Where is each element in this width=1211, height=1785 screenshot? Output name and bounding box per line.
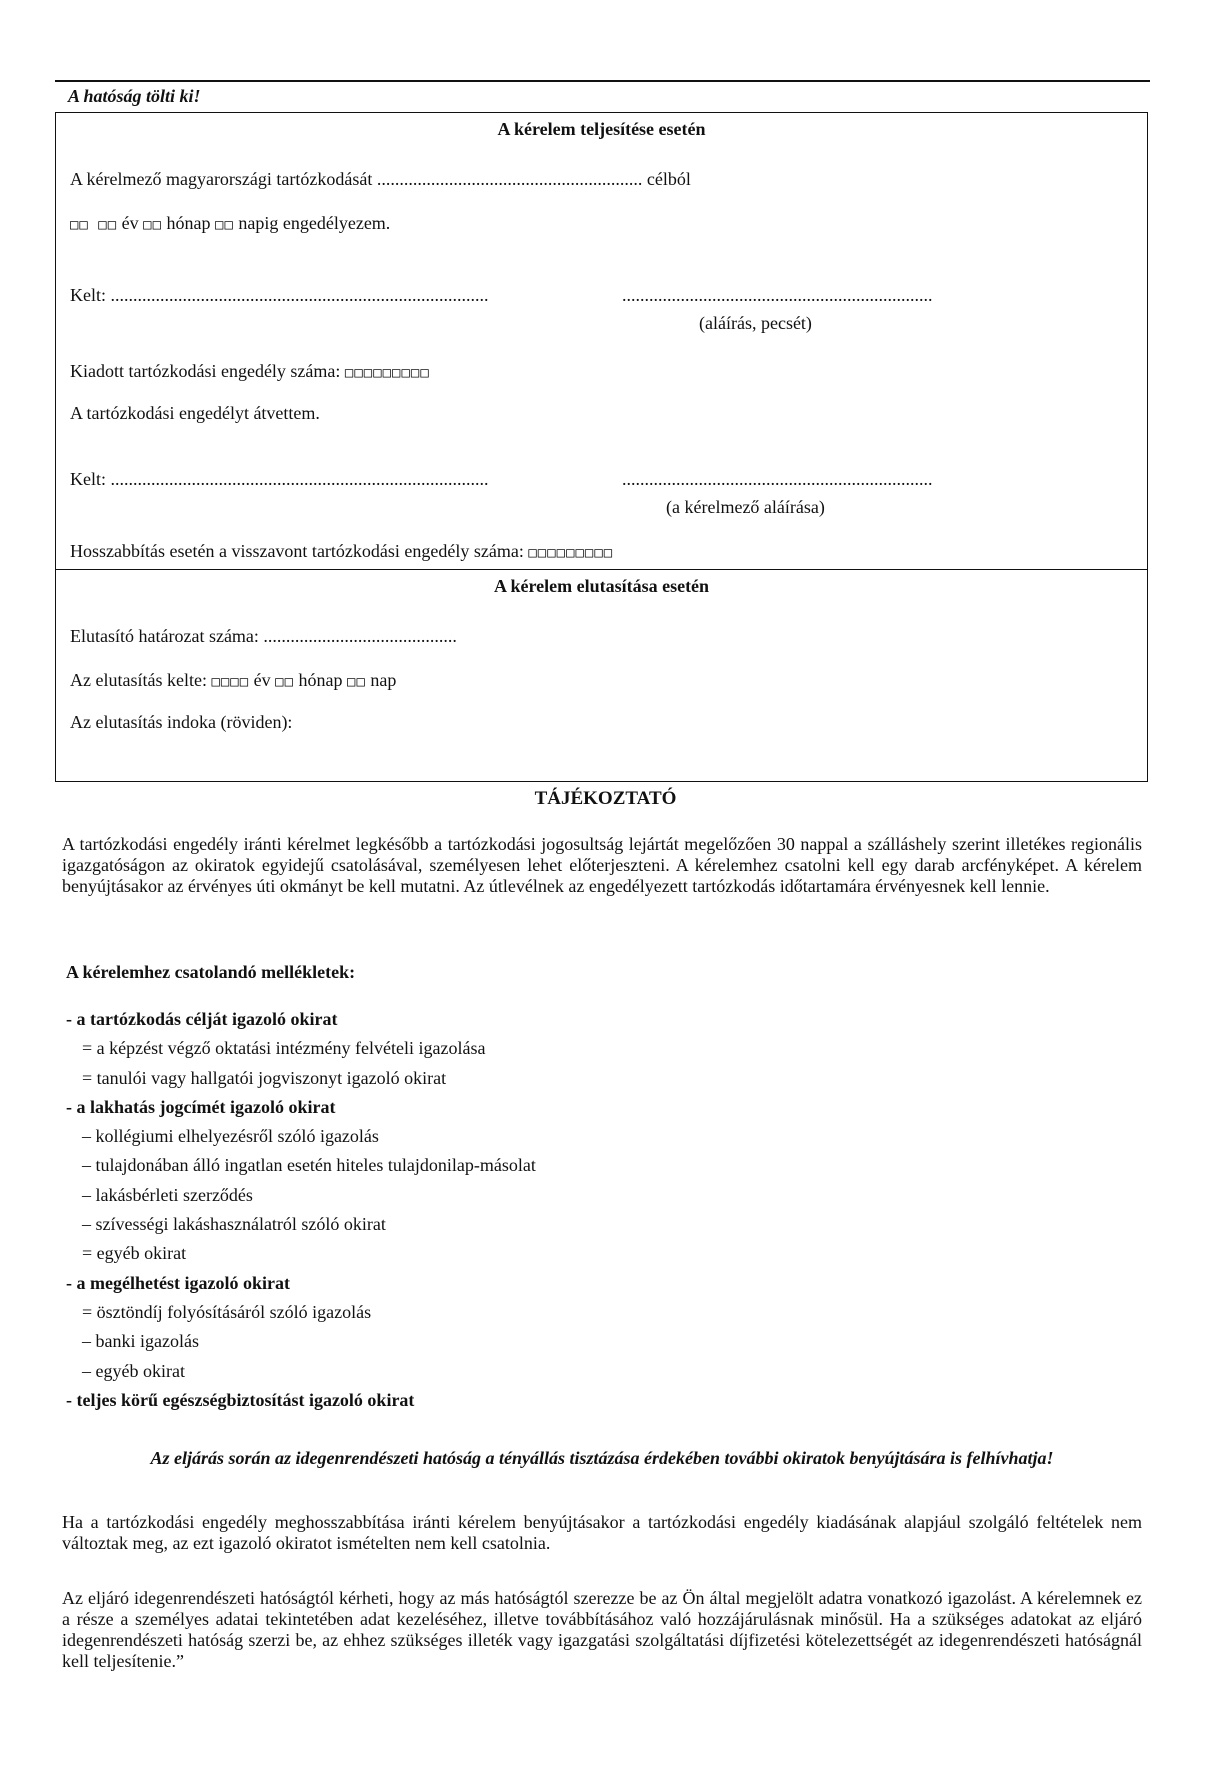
purpose-line: A kérelmező magyarországi tartózkodását ........................................................... célból xyxy=(70,169,691,189)
duration-tail: napig engedélyezem. xyxy=(238,213,391,233)
revoked-permit-boxes[interactable]: □□□□□□□□□ xyxy=(528,545,614,561)
rejection-day-boxes[interactable]: □□ xyxy=(347,674,366,690)
date-field-1[interactable]: Kelt: .................................................................................... xyxy=(70,285,489,305)
attachment-item: = tanulói vagy hallgatói jogviszonyt igazoló okirat xyxy=(82,1067,447,1088)
duration-line xyxy=(70,213,390,234)
rejection-reason-label: Az elutasítás indoka (röviden): xyxy=(70,712,293,732)
rejection-day-label: nap xyxy=(370,670,397,690)
received-statement: A tartózkodási engedélyt átvettem. xyxy=(70,403,320,423)
attachments-list xyxy=(66,1005,536,1415)
permit-number-label: Kiadott tartózkodási engedély száma: xyxy=(70,361,341,381)
attachment-category: - a lakhatás jogcímét igazoló okirat xyxy=(66,1096,336,1117)
attachment-item: – szívességi lakáshasználatról szóló okirat xyxy=(82,1214,386,1235)
signature-field-1[interactable]: ..................................................................... xyxy=(622,285,933,305)
duration-year-boxes[interactable]: □□ □□ xyxy=(70,217,118,233)
top-rule xyxy=(55,80,1150,82)
date-field-2[interactable]: Kelt: .................................................................................... xyxy=(70,469,489,489)
rejection-month-label: hónap xyxy=(298,670,343,690)
duration-day-boxes[interactable]: □□ xyxy=(215,217,234,233)
rejection-month-boxes[interactable]: □□ xyxy=(275,674,295,690)
revoked-permit-label: Hosszabbítás esetén a visszavont tartózkodási engedély száma: xyxy=(70,541,524,561)
rejection-section xyxy=(55,569,1148,782)
approval-section xyxy=(55,112,1148,570)
rejection-year-label: év xyxy=(253,670,271,690)
attachment-category: - teljes körű egészségbiztosítást igazoló okirat xyxy=(66,1389,415,1410)
approval-title: A kérelem teljesítése esetén xyxy=(497,119,706,139)
decision-number-field[interactable]: Elutasító határozat száma: ........................................... xyxy=(70,626,457,646)
attachment-category: - a megélhetést igazoló okirat xyxy=(66,1272,290,1293)
info-title: TÁJÉKOZTATÓ xyxy=(534,788,677,809)
signature-field-2[interactable]: ..................................................................... xyxy=(622,469,933,489)
info-paragraph-3: Az eljáró idegenrendészeti hatóságtól kérheti, hogy az más hatóságtól szerezze be az Ön által megjelölt adatra vonatkozó igazolást. A kérelemnek ez a része a személyes adatai tekintetében adat kezeléséhez, illetve továbbításához való hozzájárulásnak minősül. Ha a szükséges adatokat az eljáró idegenrendészeti hatóság szerzi be, az ehhez szükséges illeték vagy igazgatási szolgáltatási díjfizetési kötelezettségét az idegenrendészeti hatóságnál kell teljesítenie.” xyxy=(62,1588,1142,1671)
duration-month-boxes[interactable]: □□ xyxy=(143,217,163,233)
attachment-item: = ösztöndíj folyósításáról szóló igazolás xyxy=(82,1301,372,1322)
authority-note: A hatóság tölti ki! xyxy=(68,86,201,106)
attachment-item: – egyéb okirat xyxy=(82,1360,185,1381)
rejection-year-boxes[interactable]: □□□□ xyxy=(211,674,250,690)
attachments-title: A kérelemhez csatolandó mellékletek: xyxy=(66,962,356,982)
info-paragraph-2: Ha a tartózkodási engedély meghosszabbítása iránti kérelem benyújtásakor a tartózkodási engedély kiadásának alapjául szolgáló feltételek nem változtak meg, az ezt igazoló okiratot ismételten nem kell csatolnia. xyxy=(62,1512,1142,1553)
attachment-item: – banki igazolás xyxy=(82,1331,199,1352)
permit-number-line xyxy=(70,361,430,382)
attachment-item: = egyéb okirat xyxy=(82,1243,187,1264)
attachment-item: – tulajdonában álló ingatlan esetén hiteles tulajdonilap-másolat xyxy=(82,1155,536,1176)
signature-caption-1: (aláírás, pecsét) xyxy=(699,313,812,333)
year-label: év xyxy=(121,213,139,233)
rejection-title: A kérelem elutasítása esetén xyxy=(493,576,710,596)
signature-caption-2: (a kérelmező aláírása) xyxy=(666,497,825,517)
rejection-date-line xyxy=(70,670,396,691)
attachment-item: – kollégiumi elhelyezésről szóló igazolás xyxy=(82,1126,379,1147)
attachment-item: – lakásbérleti szerződés xyxy=(82,1184,253,1205)
attachment-item: = a képzést végző oktatási intézmény felvételi igazolása xyxy=(82,1038,486,1059)
permit-number-boxes[interactable]: □□□□□□□□□ xyxy=(344,365,430,381)
warning-note: Az eljárás során az idegenrendészeti hatóság a tényállás tisztázása érdekében további okiratok benyújtására is felhívhatja! xyxy=(150,1448,1054,1468)
revoked-permit-line xyxy=(70,541,613,562)
rejection-date-label: Az elutasítás kelte: xyxy=(70,670,207,690)
info-paragraph-1: A tartózkodási engedély iránti kérelmet legkésőbb a tartózkodási jogosultság lejártát megelőzően 30 nappal a szálláshely szerint illetékes regionális igazgatóságon az okiratok egyidejű csatolásával, személyesen lehet előterjeszteni. A kérelemhez csatolni kell egy darab arcfényképet. A kérelem benyújtásakor az érvényes úti okmányt be kell mutatni. Az útlevélnek az engedélyezett tartózkodás időtartamára érvényesnek kell lennie. xyxy=(62,834,1142,896)
attachment-category: - a tartózkodás célját igazoló okirat xyxy=(66,1009,338,1029)
month-label: hónap xyxy=(166,213,211,233)
